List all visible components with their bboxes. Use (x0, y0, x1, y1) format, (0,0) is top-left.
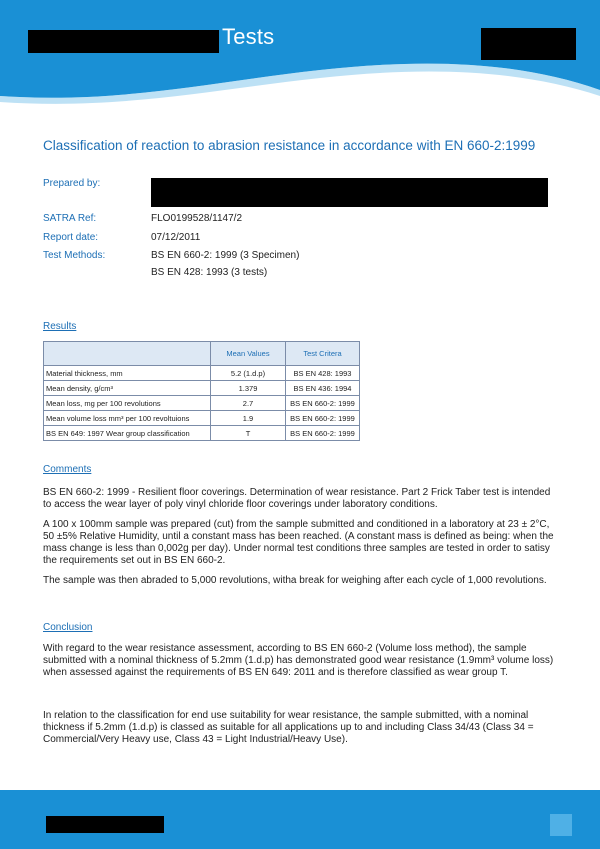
test-methods-value-1: BS EN 660-2: 1999 (3 Specimen) (151, 250, 300, 261)
table-header-row (44, 342, 360, 366)
column-header-test-criteria: Test Critera (286, 342, 360, 366)
results-heading: Results (43, 321, 77, 332)
comments-paragraph-2: A 100 x 100mm sample was prepared (cut) from the sample submitted and conditioned in a laboratory at 23 ± 2°C, 50 ±5% Relative Humidity, until a constant mass has been reached. (A constant mass is defined as being: when the mass change is less than 0,002g per day). Under normal test conditions three samples are tested in order to satisy the requirements set out in BS EN 660-2. (43, 519, 554, 566)
row-standard: BS EN 436: 1994 (286, 381, 360, 396)
test-methods-label: Test Methods: (43, 250, 106, 261)
redacted-brand-mark (481, 28, 576, 60)
satra-ref-label: SATRA Ref: (43, 213, 97, 224)
prepared-by-label: Prepared by: (43, 178, 101, 189)
row-label: Mean loss, mg per 100 revolutions (44, 396, 211, 411)
table-row (44, 381, 360, 396)
header-title: Tests (222, 24, 275, 49)
document-title: Classification of reaction to abrasion resistance in accordance with EN 660-2:1999 (43, 138, 536, 153)
row-standard: BS EN 660-2: 1999 (286, 411, 360, 426)
column-header-blank (44, 342, 211, 366)
redacted-logo (28, 30, 219, 53)
results-table (43, 341, 360, 441)
row-value: 5.2 (1.d.p) (211, 366, 286, 381)
comments-paragraph-3: The sample was then abraded to 5,000 revolutions, witha break for weighing after each cycle of 1,000 revolutions. (43, 575, 547, 586)
report-date-value: 07/12/2011 (151, 232, 201, 243)
redacted-prepared-by (151, 178, 548, 207)
row-value: 1.9 (211, 411, 286, 426)
table-row (44, 396, 360, 411)
row-standard: BS EN 428: 1993 (286, 366, 360, 381)
conclusion-paragraph-1: With regard to the wear resistance assessment, according to BS EN 660-2 (Volume loss method), the sample submitted with a nominal thickness of 5.2mm (1.d.p) has demonstrated good wear resistance (1.9mm³ volume loss) when assessed against the requirements of BS EN 649: 2011 and is therefore classified as wear group T. (43, 643, 554, 678)
table-row (44, 411, 360, 426)
row-label: Material thickness, mm (44, 366, 211, 381)
row-standard: BS EN 660-2: 1999 (286, 396, 360, 411)
table-row (44, 426, 360, 441)
footer-square-mark (550, 814, 572, 836)
conclusion-paragraph-2: In relation to the classification for end use suitability for wear resistance, the sample submitted, with a nominal thickness if 5.2mm (1.d.p) is classed as suitable for all applications up to and including Class 34/43 (Class 34 = Commercial/Very Heavy use, Class 43 = Light Industrial/Heavy Use). (43, 710, 534, 745)
row-value: 1.379 (211, 381, 286, 396)
comments-paragraph-1: BS EN 660-2: 1999 - Resilient floor coverings. Determination of wear resistance. Part 2 Frick Taber test is intended to access the wear layer of poly vinyl chloride floor coverings under laboratory conditions. (43, 487, 551, 510)
row-standard: BS EN 660-2: 1999 (286, 426, 360, 441)
row-label: Mean density, g/cm³ (44, 381, 211, 396)
row-value: 2.7 (211, 396, 286, 411)
redacted-footer-logo (46, 816, 164, 833)
comments-heading: Comments (43, 464, 92, 475)
satra-ref-value: FLO0199528/1147/2 (151, 213, 243, 224)
report-date-label: Report date: (43, 232, 99, 243)
table-row (44, 366, 360, 381)
row-label: Mean volume loss mm³ per 100 revoltuions (44, 411, 211, 426)
row-label: BS EN 649: 1997 Wear group classification (44, 426, 211, 441)
column-header-mean-values: Mean Values (211, 342, 286, 366)
test-methods-value-2: BS EN 428: 1993 (3 tests) (151, 267, 268, 278)
conclusion-heading: Conclusion (43, 622, 93, 633)
row-value: T (211, 426, 286, 441)
